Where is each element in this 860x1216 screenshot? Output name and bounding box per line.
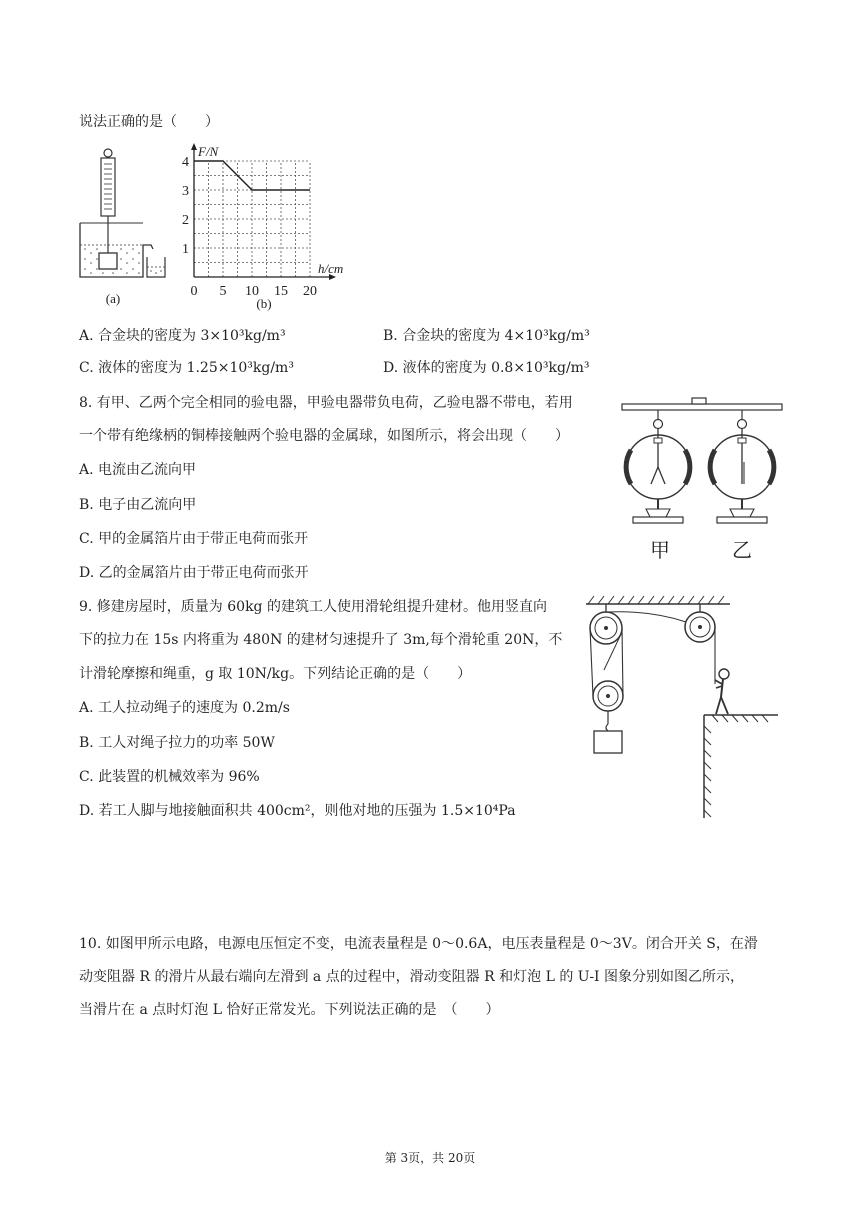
q9-stem-line3: 计滑轮摩擦和绳重，g 取 10N/kg。下列结论正确的是（ ） [79,666,472,682]
q10-stem-line3: 当滑片在 a 点时灯泡 L 恰好正常发光。下列说法正确的是 （ ） [79,1002,500,1018]
q8-option-a: A. 电流由乙流向甲 [79,462,197,478]
q9-stem-line2: 下的拉力在 15s 内将重为 480N 的建材匀速提升了 3m,每个滑轮重 20N，不 [79,632,563,648]
x-tick-label: 0 [190,284,198,299]
electroscope-label-left: 甲 [650,540,670,562]
q7-figure-a [75,145,185,310]
y-tick-label: 3 [182,184,189,199]
panel-b-label: (b) [256,296,272,311]
q10-stem-line1: 10. 如图甲所示电路，电源电压恒定不变，电流表量程是 0～0.6A，电压表量程是 0～3V。闭合开关 S，在滑 [79,936,758,952]
y-tick-label: 1 [182,242,189,257]
y-axis-label: F/N [198,144,219,159]
panel-a-label: (a) [105,291,121,306]
q9-figure-pulley-system [580,592,780,822]
q7-option-a: A. 合金块的密度为 3×10³kg/m³ [79,328,286,344]
x-tick-label: 10 [245,284,259,299]
q9-stem-line1: 9. 修建房屋时，质量为 60kg 的建筑工人使用滑轮组提升建材。他用竖直向 [79,599,547,615]
page-footer: 第 3页，共 20页 [384,1151,476,1165]
q8-stem-line1: 8. 有甲、乙两个完全相同的验电器，甲验电器带负电荷，乙验电器不带电，若用 [79,395,573,411]
q10-stem-line2: 动变阻器 R 的滑片从最右端向左滑到 a 点的过程中，滑动变阻器 R 和灯泡 L 的 U-I 图象分别如图乙所示， [79,969,745,985]
q9-option-d: D. 若工人脚与地接触面积共 400cm²，则他对地的压强为 1.5×10⁴Pa [79,803,516,819]
q7-stem-tail: 说法正确的是（ ） [79,114,219,130]
q9-option-c: C. 此装置的机械效率为 96% [79,769,260,785]
y-tick-label: 2 [182,213,189,228]
q9-option-b: B. 工人对绳子拉力的功率 50W [79,735,275,751]
q7-option-b: B. 合金块的密度为 4×10³kg/m³ [383,328,590,344]
x-tick-label: 20 [303,284,317,299]
y-axis-arrow [191,143,197,150]
electroscope-label-right: 乙 [732,540,752,562]
q8-stem-line2: 一个带有绝缘柄的铜棒接触两个验电器的金属球，如图所示，将会出现（ ） [79,428,569,444]
q8-option-b: B. 电子由乙流向甲 [79,497,197,513]
q8-option-d: D. 乙的金属箔片由于带正电荷而张开 [79,565,309,581]
q8-option-c: C. 甲的金属箔片由于带正电荷而张开 [79,531,309,547]
q7-option-d: D. 液体的密度为 0.8×10³kg/m³ [383,360,590,376]
q7-figure-b [178,142,358,312]
y-tick-label: 4 [182,155,189,170]
q7-option-c: C. 液体的密度为 1.25×10³kg/m³ [79,360,294,376]
x-axis-label: h/cm [318,261,344,276]
q8-figure-electroscopes [618,392,788,567]
x-tick-label: 15 [274,284,288,299]
q9-option-a: A. 工人拉动绳子的速度为 0.2m/s [79,700,290,716]
x-tick-label: 5 [219,284,227,299]
